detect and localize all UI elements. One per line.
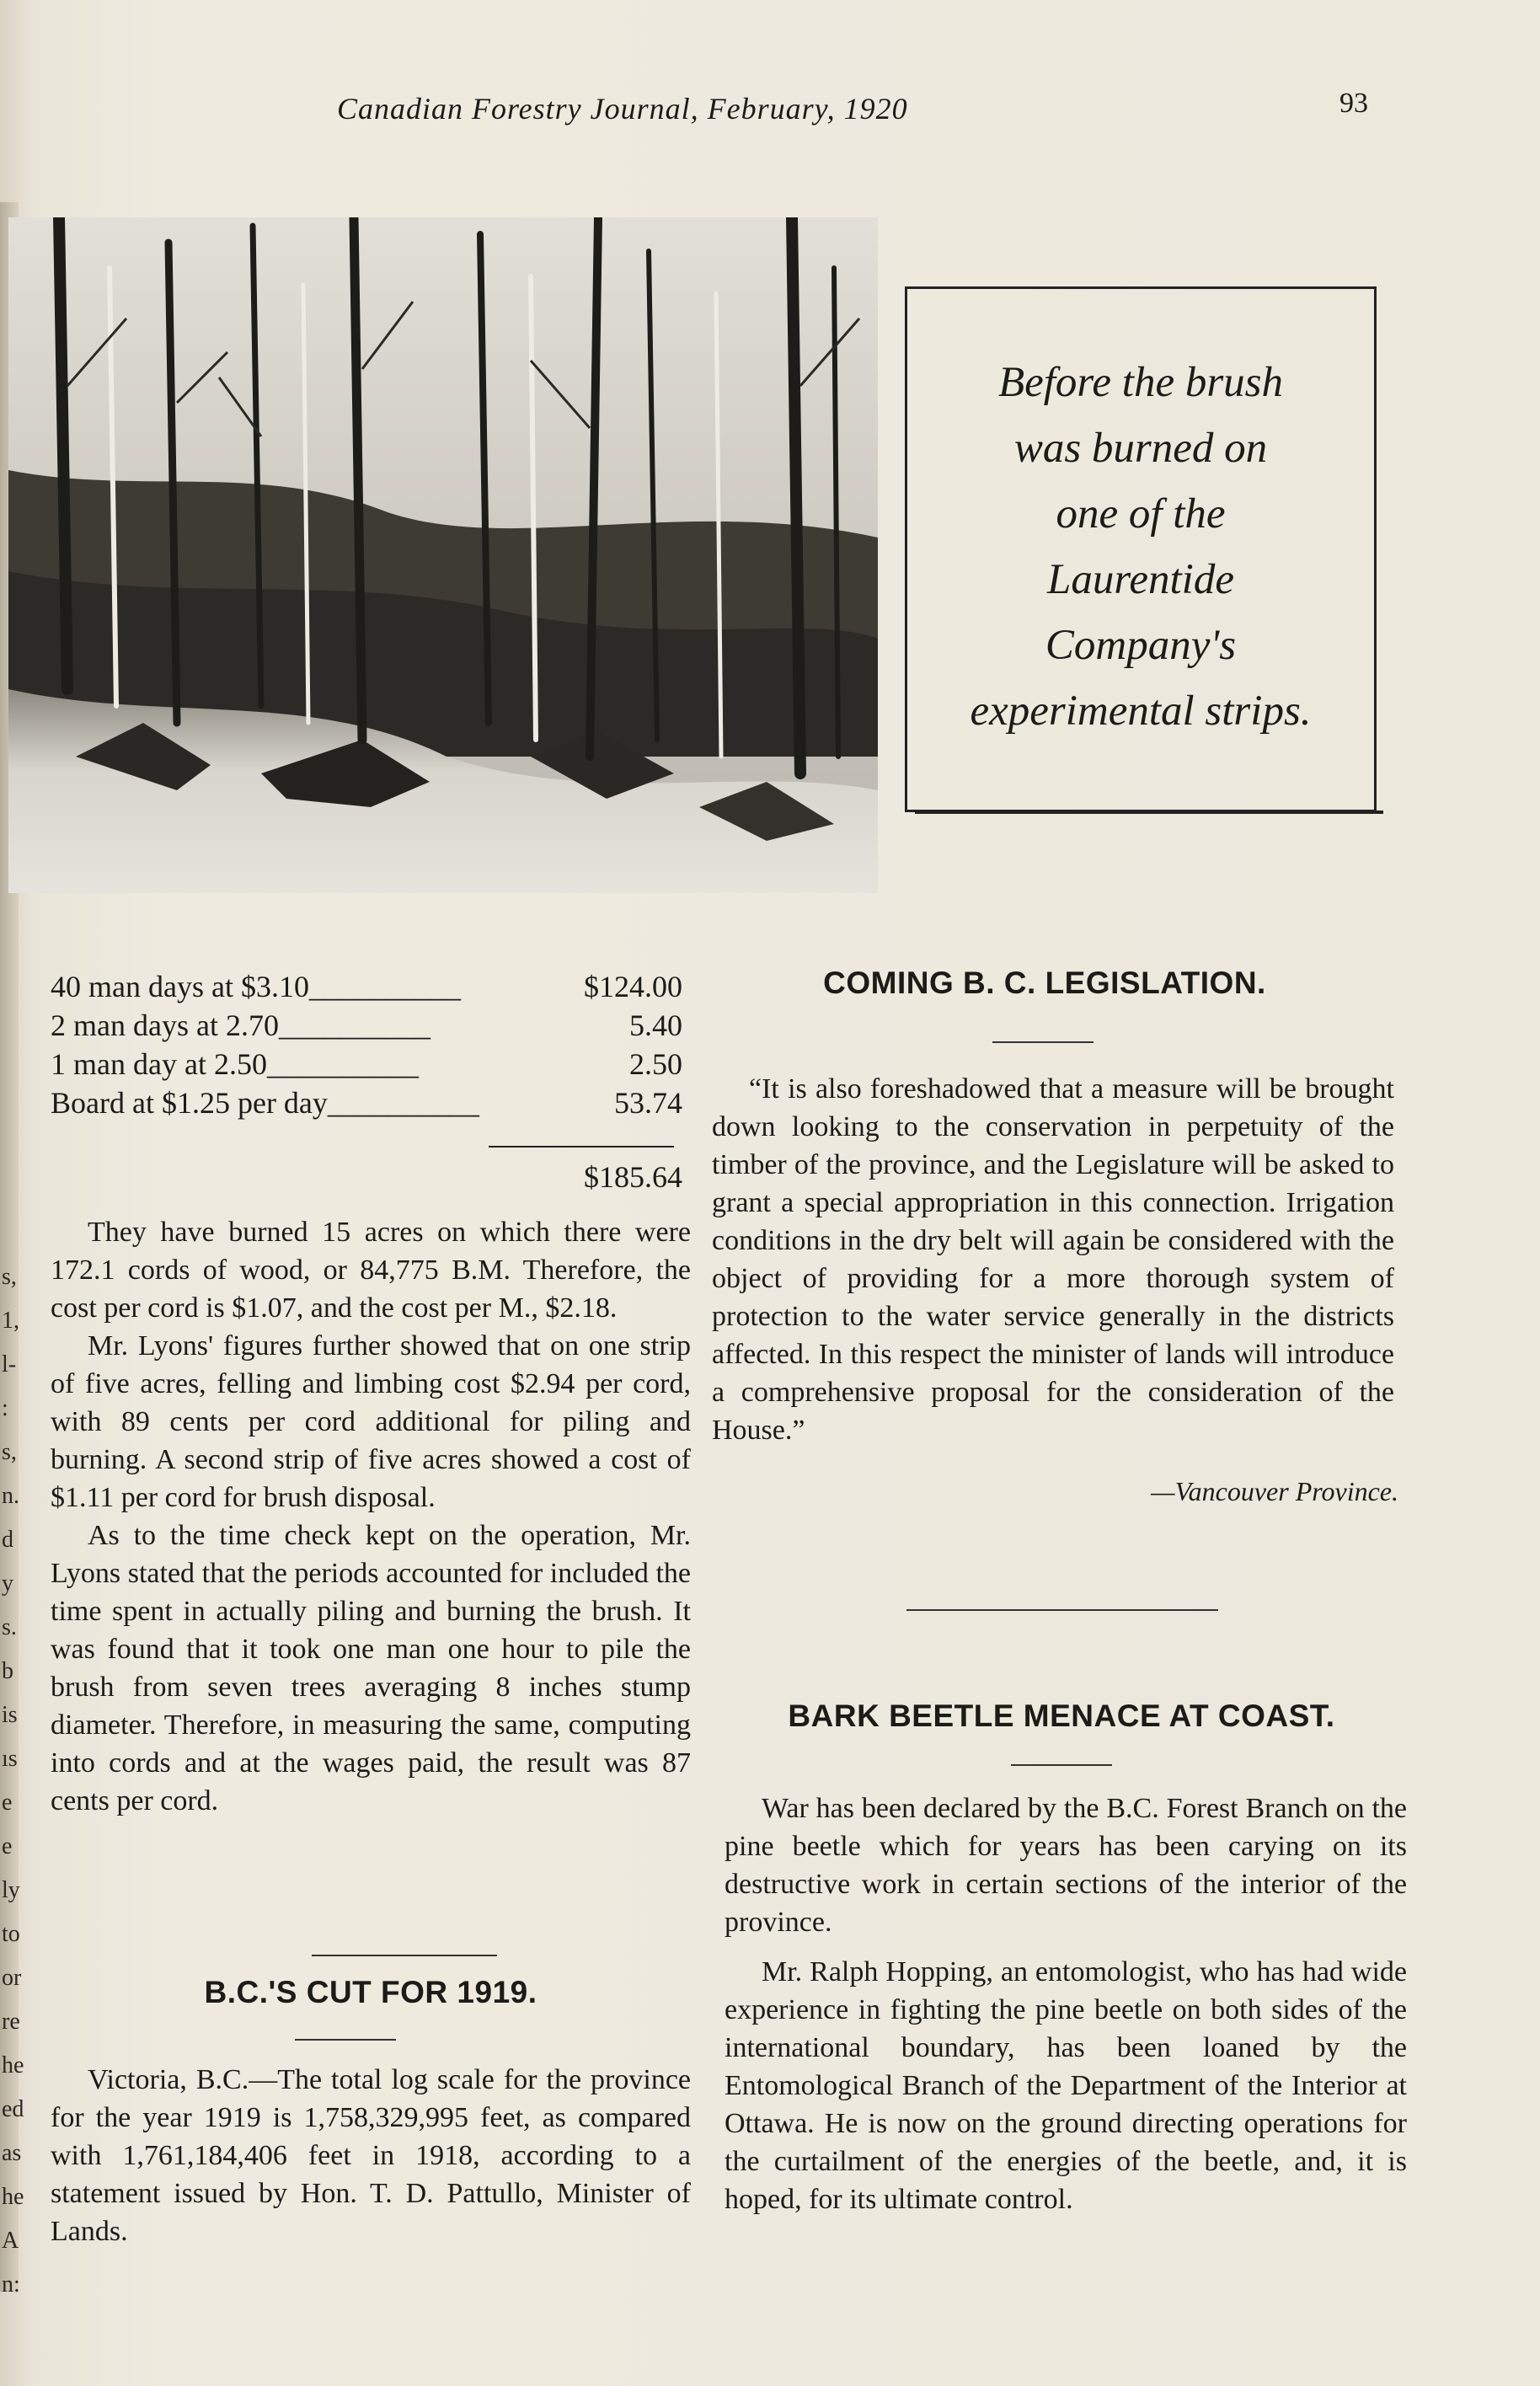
paragraph: War has been declared by the B.C. Forest Branch on the pine beetle which for years has been carying on its destructive work in certain sections of the interior of the province. [725, 1793, 1407, 1938]
attribution: —Vancouver Province. [1151, 1476, 1398, 1506]
caption-line: one of the [1056, 490, 1226, 538]
facing-page-fragment: n. [2, 1483, 19, 1509]
facing-page-fragment: as [2, 2140, 22, 2166]
cost-label: 1 man day at 2.50__________ [51, 1047, 419, 1081]
facing-page-fragment: s, [2, 1439, 17, 1465]
facing-page-fragment: ıs [2, 1746, 18, 1772]
cost-amount: 2.50 [629, 1047, 682, 1081]
facing-page-fragment: re [2, 2009, 20, 2035]
forest-photograph [8, 217, 878, 893]
facing-page-fragment: e [2, 1790, 13, 1816]
cost-amount: 5.40 [629, 1008, 682, 1042]
caption-line: was burned on [1013, 425, 1268, 472]
paragraph: Victoria, B.C.—The total log scale for the province for the year 1919 is 1,758,329,995 feet, as compared with 1,761,184,406 feet in 1918, according to a statement issued by Hon. T. D. Pattullo, Minister of Lands. [51, 2064, 691, 2247]
total-rule [489, 1146, 674, 1148]
cost-amount: $124.00 [584, 970, 682, 1003]
facing-page-fragment: s, [2, 1264, 17, 1290]
cost-label: 2 man days at 2.70__________ [51, 1008, 430, 1042]
facing-page-fragment: 1, [2, 1308, 19, 1334]
heading-rule [992, 1041, 1094, 1043]
page-number: 93 [1339, 88, 1368, 119]
facing-page-fragment: ly [2, 1877, 20, 1903]
section-heading: COMING B. C. LEGISLATION. [823, 966, 1266, 1000]
facing-page-fragment: A [2, 2228, 19, 2254]
facing-page-fragment: or [2, 1965, 22, 1991]
photo-caption-box [905, 286, 1377, 812]
caption-box-shadow-rule [915, 810, 1383, 814]
cost-total: $185.64 [584, 1160, 682, 1194]
facing-page-fragment: s. [2, 1614, 17, 1640]
cost-label: Board at $1.25 per day__________ [51, 1086, 479, 1120]
paragraph: Mr. Lyons' figures further showed that on one strip of five acres, felling and limbing cost $2.94 per cord, with 89 cents per cord additional for piling and burning. A second strip of five acres showed a cost of $1.11 per cord for brush disposal. [51, 1330, 691, 1513]
heading-rule [1011, 1764, 1112, 1766]
facing-page-fragment: he [2, 2184, 24, 2210]
facing-page-fragment: to [2, 1921, 20, 1947]
facing-page-fragment: b [2, 1658, 13, 1684]
facing-page-fragment: n: [2, 2271, 20, 2298]
facing-page-fragment: y [2, 1570, 13, 1597]
caption-line: experimental strips. [970, 687, 1312, 735]
caption-line: Before the brush [997, 359, 1284, 406]
section-heading: B.C.'S CUT FOR 1919. [204, 1975, 537, 2009]
cost-table [51, 969, 691, 1213]
paragraph: “It is also foreshadowed that a measure will be brought down looking to the conservation in perpetuity of the timber of the province, and the Legislature will be asked to grant a special appropriation in this connection. Irrigation conditions in the dry belt will again be considered with the object of providing for a more thorough system of protection to the water service generally in the districts affected. In this respect the minister of lands will introduce a comprehensive proposal for the consideration of the House.” [712, 1073, 1394, 1446]
cost-label: 40 man days at $3.10__________ [51, 970, 461, 1003]
facing-page-fragment: e [2, 1833, 13, 1859]
paragraph: Mr. Ralph Hopping, an entomologist, who has had wide experience in fighting the pine beetle on both sides of the international boundary, has been loaned by the Entomological Branch of the Department of the Interior at Ottawa. He is now on the ground directing operations for the curtailment of the energies of the beetle, and, it is hoped, for its ultimate control. [725, 1956, 1407, 2215]
section-heading: BARK BEETLE MENACE AT COAST. [788, 1699, 1335, 1733]
bark-beetle-article [725, 1790, 1407, 2218]
cost-amount: 53.74 [614, 1086, 682, 1120]
heading-rule [295, 2039, 396, 2041]
section-divider [312, 1955, 497, 1956]
facing-page-fragment: l- [2, 1351, 17, 1378]
section-divider [906, 1609, 1218, 1611]
facing-page-fragment: is [2, 1702, 18, 1728]
facing-page-fragment: : [2, 1395, 8, 1421]
facing-page-fragment: ed [2, 2096, 24, 2122]
facing-page-fragment: d [2, 1527, 13, 1553]
paragraph: As to the time check kept on the operation, Mr. Lyons stated that the periods accounted for included the time spent in actually piling and burning the brush. It was found that it took one man one hour to pile the brush from seven trees averaging 8 inches stump diameter. Therefore, in measuring the same, computing into cords and at the wages paid, the result was 87 cents per cord. [51, 1520, 691, 1816]
left-column [51, 969, 691, 1820]
running-title: Canadian Forestry Journal, February, 1920 [337, 92, 908, 126]
paragraph: They have burned 15 acres on which there were 172.1 cords of wood, or 84,775 B.M. Therefore, the cost per cord is $1.07, and the cost per M., $2.18. [51, 1217, 691, 1324]
caption-line: Laurentide [1047, 556, 1234, 603]
facing-page-fragment: he [2, 2052, 24, 2078]
photo-illustration [8, 217, 878, 893]
caption-line: Company's [1045, 622, 1237, 669]
